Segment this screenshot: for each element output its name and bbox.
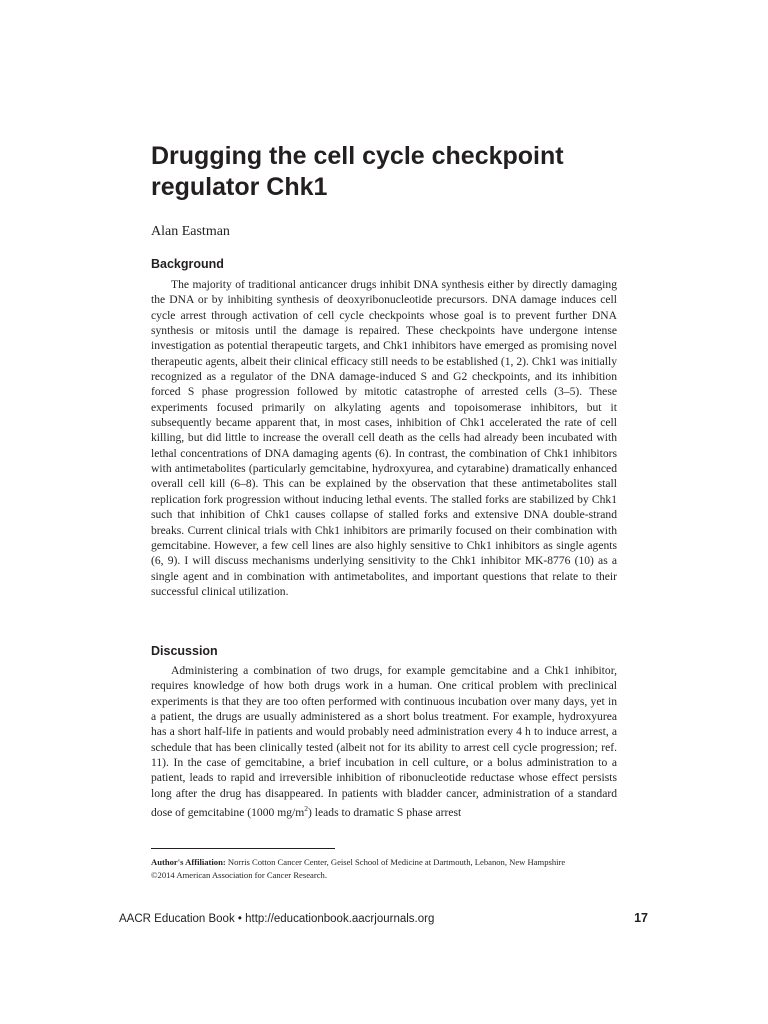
footnote [151, 856, 621, 882]
section-heading-background: Background [151, 257, 224, 271]
superscript-squared: 2 [304, 804, 309, 814]
footer-journal-info: AACR Education Book • http://educationbook.aacrjournals.org [119, 913, 435, 925]
author-name: Alan Eastman [151, 224, 230, 239]
affiliation-label: Author's Affiliation: [151, 857, 226, 867]
copyright-line: ©2014 American Association for Cancer Research. [151, 870, 327, 880]
affiliation-text: Norris Cotton Cancer Center, Geisel School of Medicine at Dartmouth, Lebanon, New Hampshire [225, 857, 566, 867]
discussion-text-end: ) leads to dramatic S phase arrest [308, 805, 462, 819]
footnote-divider [151, 848, 335, 849]
background-paragraph: The majority of traditional anticancer drugs inhibit DNA synthesis either by directly damaging the DNA or by inhibiting synthesis of deoxyribonucleotide precursors. DNA damage induces cell cycle arrest through activation of cell cycle checkpoints whose goal is to prevent further DNA synthesis or mitosis until the damage is repaired. These checkpoints have undergone intense investigation as potential therapeutic targets, and Chk1 inhibitors have emerged as promising novel therapeutic agents, albeit their clinical efficacy still needs to be established (1, 2). Chk1 was initially recognized as a regulator of the DNA damage-induced S and G2 checkpoints, and its inhibition forced S phase progression followed by mitotic catastrophe of arrested cells (3–5). These experiments focused primarily on alkylating agents and topoisomerase inhibitors, but it subsequently became apparent that, in most cases, inhibition of Chk1 accelerated the rate of cell killing, but did little to increase the overall cell death as the cells had already been incubated with lethal concentrations of DNA damaging agents (6). In contrast, the combination of Chk1 inhibitors with antimetabolites (particularly gemcitabine, hydroxyurea, and cytarabine) dramatically enhanced overall cell kill (6–8). This can be explained by the observation that these antimetabolites stall replication fork progression without inducing lethal events. The stalled forks are stabilized by Chk1 such that inhibition of Chk1 causes collapse of stalled forks and extensive DNA double-strand breaks. Current clinical trials with Chk1 inhibitors are primarily focused on their combination with gemcitabine. However, a few cell lines are also highly sensitive to Chk1 inhibitors as single agents (6, 9). I will discuss mechanisms underlying sensitivity to the Chk1 inhibitor MK-8776 (10) as a single agent and in combination with antimetabolites, and important questions that relate to their successful clinical utilization. [151, 278, 617, 598]
discussion-text-main: Administering a combination of two drugs, for example gemcitabine and a Chk1 inhibitor, requires knowledge of how both drugs work in a human. One critical problem with preclinical experiments is that they are too often performed with continuous incubation over many days, yet in a patient, the drugs are usually administered as a short bolus treatment. For example, hydroxyurea has a short half-life in patients and would probably need administration every 4 h to induce arrest, a schedule that has been clinically tested (albeit not for its ability to arrest cell cycle progression; ref. 11). In the case of gemcitabine, a brief incubation in cell culture, or a bolus administration to a patient, leads to rapid and irreversible inhibition of ribonucleotide reductase whose effect persists long after the drug has disappeared. In patients with bladder cancer, administration of a standard dose of gemcitabine (1000 mg/m [151, 664, 617, 819]
author-affiliation [151, 856, 621, 869]
section-heading-discussion: Discussion [151, 644, 218, 658]
discussion-paragraph [151, 663, 617, 825]
page-number: 17 [634, 911, 648, 925]
article-title: Drugging the cell cycle checkpoint regulator Chk1 [151, 142, 564, 201]
